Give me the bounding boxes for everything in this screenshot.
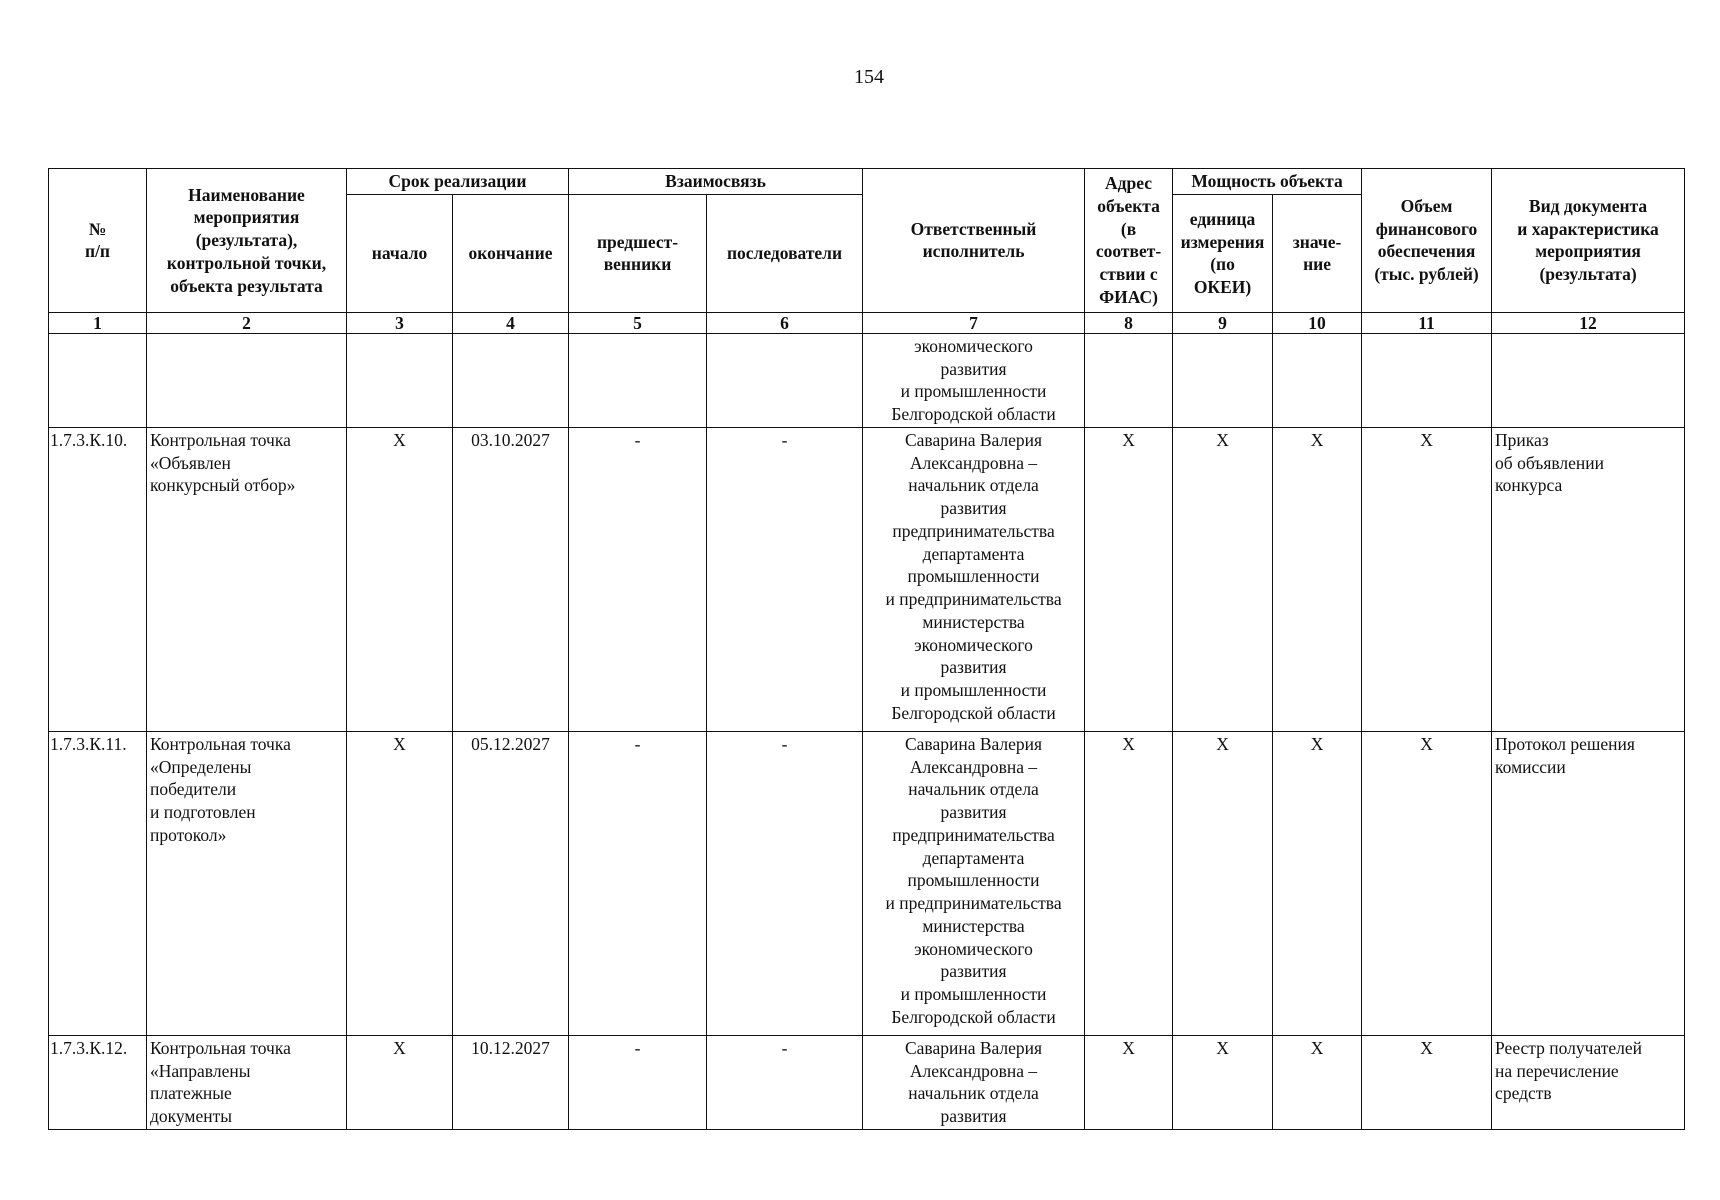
table-row [49, 427, 1685, 731]
start-cell: X [347, 731, 453, 1035]
header-address: Адрес объекта (в соответ- ствии с ФИАС) [1085, 169, 1173, 313]
empty-cell [1273, 333, 1362, 427]
empty-cell [1085, 333, 1173, 427]
successors-cell: - [707, 731, 863, 1035]
page-number: 154 [854, 66, 884, 88]
empty-cell [1362, 333, 1492, 427]
header-unit: единица измерения (по ОКЕИ) [1173, 194, 1273, 312]
table-row [49, 731, 1685, 1035]
address-cell: X [1085, 1035, 1173, 1129]
header-end: окончание [453, 194, 569, 312]
empty-cell [147, 333, 347, 427]
end-date-cell: 03.10.2027 [453, 427, 569, 731]
address-cell: X [1085, 731, 1173, 1035]
start-cell: X [347, 427, 453, 731]
header-responsible: Ответственный исполнитель [863, 169, 1085, 313]
column-number: 3 [347, 312, 453, 333]
row-name-cell: Контрольная точка «Направлены платежные документы [147, 1035, 347, 1129]
empty-cell [49, 333, 147, 427]
successors-cell: - [707, 1035, 863, 1129]
document-cell: Протокол решения комиссии [1492, 731, 1685, 1035]
predecessors-cell: - [569, 427, 707, 731]
header-document: Вид документа и характеристика мероприятия (результата) [1492, 169, 1685, 313]
column-number: 2 [147, 312, 347, 333]
implementation-plan-table [48, 168, 1685, 1130]
responsible-cell: Саварина Валерия Александровна – начальник отдела развития предпринимательства департамента промышленности и предпринимательства министерства экономического развития и промышленности Белгородской области [863, 731, 1085, 1035]
responsible-cell: Саварина Валерия Александровна – начальник отдела развития [863, 1035, 1085, 1129]
document-cell: Реестр получателей на перечисление средств [1492, 1035, 1685, 1129]
header-power-group: Мощность объекта [1173, 169, 1362, 195]
header-successors: последователи [707, 194, 863, 312]
column-number: 10 [1273, 312, 1362, 333]
end-date-cell: 10.12.2027 [453, 1035, 569, 1129]
header-predecessors: предшест- венники [569, 194, 707, 312]
unit-cell: X [1173, 1035, 1273, 1129]
header-value: значе- ние [1273, 194, 1362, 312]
column-number: 7 [863, 312, 1085, 333]
end-date-cell: 05.12.2027 [453, 731, 569, 1035]
header-term-group: Срок реализации [347, 169, 569, 195]
empty-cell [569, 333, 707, 427]
financing-cell: X [1362, 731, 1492, 1035]
continuation-row [49, 333, 1685, 427]
header-financing: Объем финансового обеспечения (тыс. рублей) [1362, 169, 1492, 313]
column-number: 4 [453, 312, 569, 333]
column-number: 9 [1173, 312, 1273, 333]
address-cell: X [1085, 427, 1173, 731]
empty-cell [453, 333, 569, 427]
header-number: № п/п [49, 169, 147, 313]
row-name-cell: Контрольная точка «Объявлен конкурсный отбор» [147, 427, 347, 731]
financing-cell: X [1362, 1035, 1492, 1129]
header-start: начало [347, 194, 453, 312]
empty-cell [707, 333, 863, 427]
column-number: 8 [1085, 312, 1173, 333]
responsible-cell: Саварина Валерия Александровна – начальник отдела развития предпринимательства департамента промышленности и предпринимательства министерства экономического развития и промышленности Белгородской области [863, 427, 1085, 731]
unit-cell: X [1173, 731, 1273, 1035]
unit-cell: X [1173, 427, 1273, 731]
header-row-top [49, 169, 1685, 195]
value-cell: X [1273, 427, 1362, 731]
responsible-cell: экономического развития и промышленности Белгородской области [863, 333, 1085, 427]
successors-cell: - [707, 427, 863, 731]
row-code-cell: 1.7.3.К.12. [49, 1035, 147, 1129]
value-cell: X [1273, 731, 1362, 1035]
start-cell: X [347, 1035, 453, 1129]
value-cell: X [1273, 1035, 1362, 1129]
column-number: 1 [49, 312, 147, 333]
empty-cell [347, 333, 453, 427]
column-number: 11 [1362, 312, 1492, 333]
financing-cell: X [1362, 427, 1492, 731]
row-name-cell: Контрольная точка «Определены победители и подготовлен протокол» [147, 731, 347, 1035]
column-number-row [49, 312, 1685, 333]
predecessors-cell: - [569, 1035, 707, 1129]
row-code-cell: 1.7.3.К.10. [49, 427, 147, 731]
column-number: 12 [1492, 312, 1685, 333]
column-number: 6 [707, 312, 863, 333]
table-row [49, 1035, 1685, 1129]
header-link-group: Взаимосвязь [569, 169, 863, 195]
header-name: Наименование мероприятия (результата), контрольной точки, объекта результата [147, 169, 347, 313]
column-number: 5 [569, 312, 707, 333]
predecessors-cell: - [569, 731, 707, 1035]
empty-cell [1173, 333, 1273, 427]
document-cell: Приказ об объявлении конкурса [1492, 427, 1685, 731]
empty-cell [1492, 333, 1685, 427]
row-code-cell: 1.7.3.К.11. [49, 731, 147, 1035]
